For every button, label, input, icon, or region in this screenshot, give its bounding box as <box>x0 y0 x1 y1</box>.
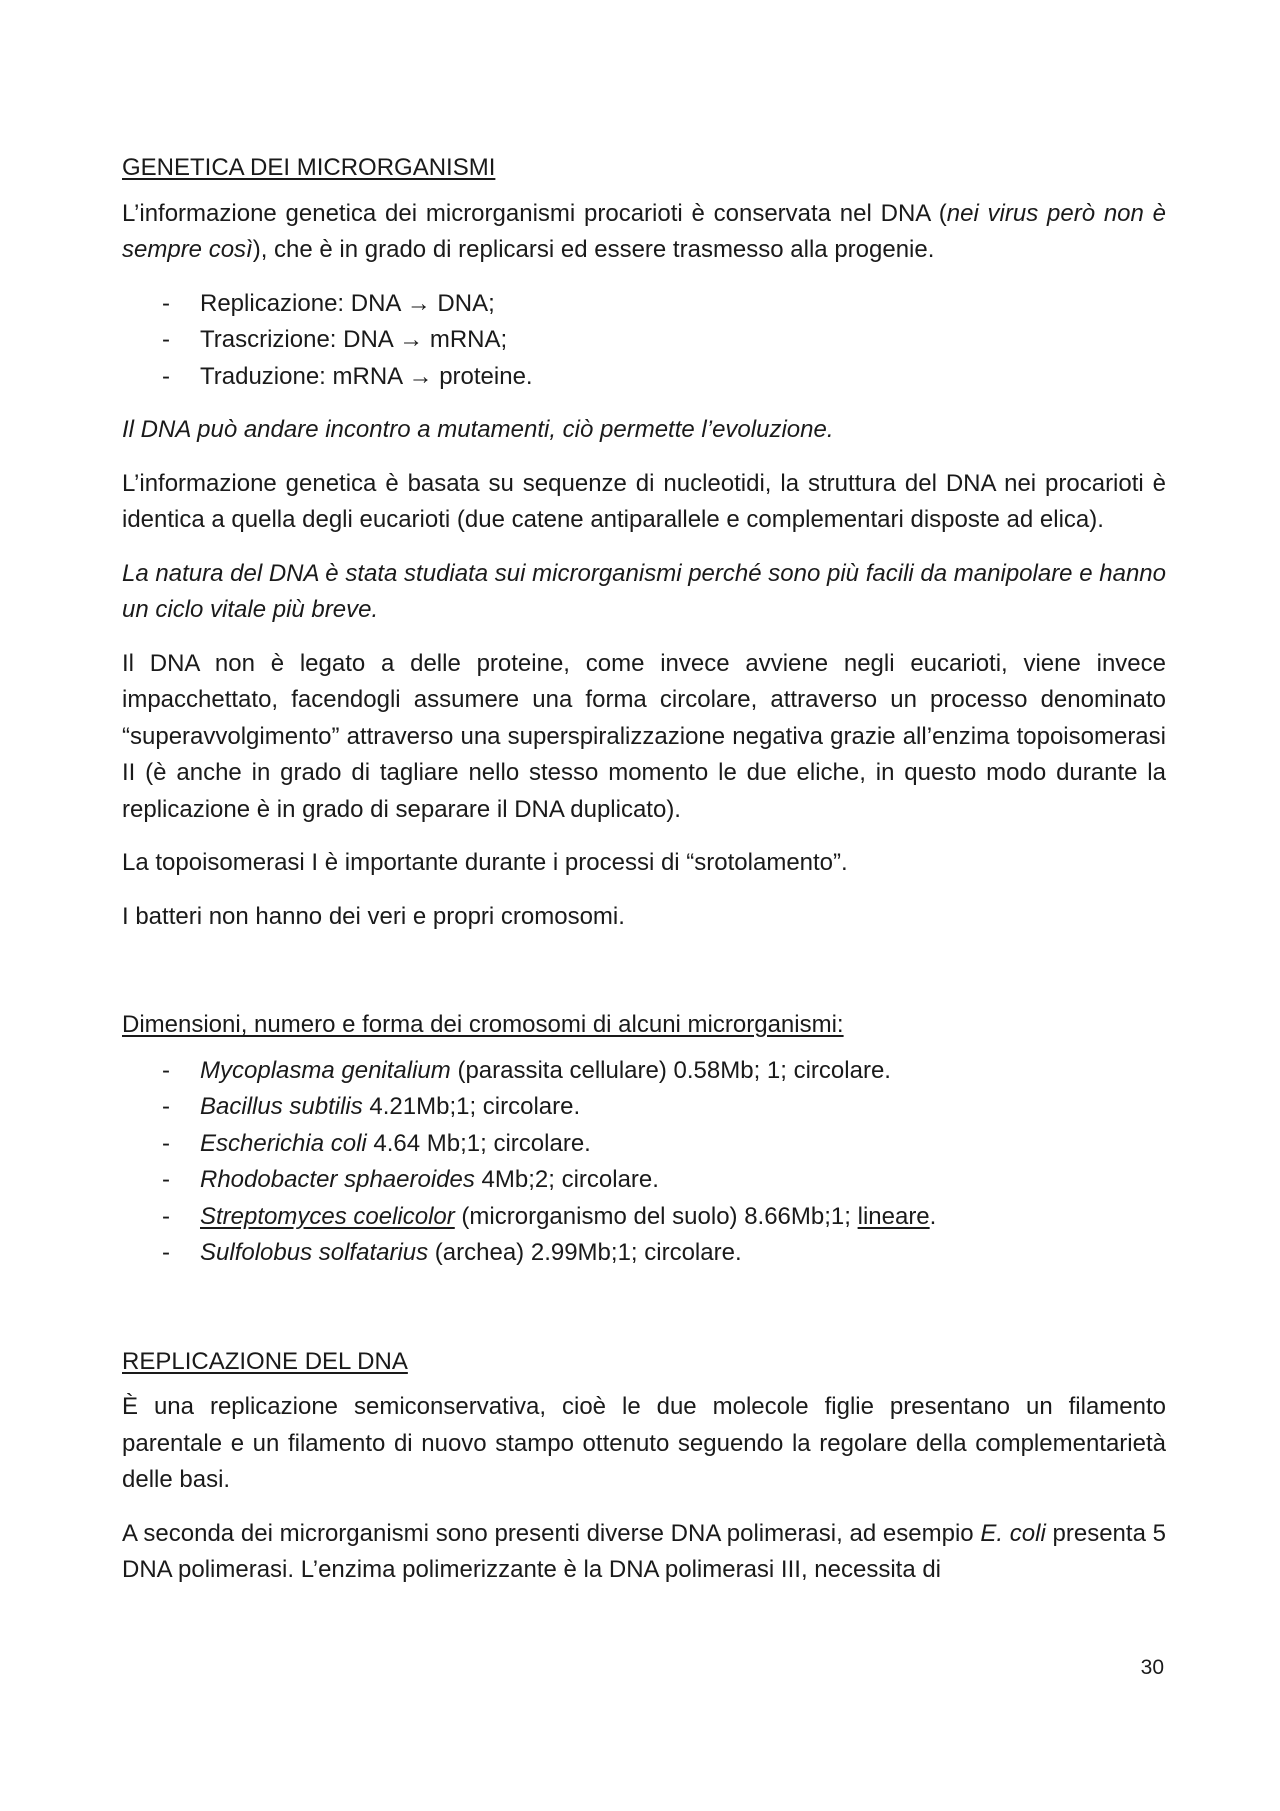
list-item <box>122 1053 1166 1090</box>
organism-name: Escherichia coli <box>200 1129 367 1157</box>
paragraph-natura-dna: La natura del DNA è stata studiata sui microrganismi perché sono più facili da manipolare e hanno un ciclo vitale più breve. <box>122 559 1166 623</box>
section-heading-genetica: GENETICA DEI MICRORGANISMI <box>122 154 496 181</box>
list-item: - Replicazione: DNA → DNA; <box>122 286 1166 323</box>
section-heading-dimensioni: Dimensioni, numero e forma dei cromosomi di alcuni microrganismi: <box>122 1011 844 1038</box>
paragraph-cromosomi: I batteri non hanno dei veri e propri cromosomi. <box>122 902 625 930</box>
list-item <box>122 1089 1166 1126</box>
section-heading-replicazione: REPLICAZIONE DEL DNA <box>122 1347 408 1375</box>
organism-name: Sulfolobus solfatarius <box>200 1239 429 1266</box>
organism-details: (archea) 2.99Mb;1; circolare. <box>428 1239 742 1266</box>
italic-text-run: nei virus però non è sempre così <box>122 199 1167 263</box>
paragraph-mutamenti: Il DNA può andare incontro a mutamenti, ciò permette l’evoluzione. <box>122 416 834 443</box>
organism-details: 4.21Mb;1; circolare. <box>362 1093 581 1120</box>
text-run: ), che è in grado di replicarsi ed essere trasmesso alla progenie. <box>252 236 935 263</box>
text-run: A seconda dei microrganismi sono presenti diverse DNA polimerasi, ad esempio <box>122 1519 981 1547</box>
list-item: - Traduzione: mRNA → proteine. <box>122 359 1166 396</box>
organism-name: Streptomyces coelicolor <box>200 1202 455 1230</box>
organism-details: (microrganismo del suolo) 8.66Mb;1; <box>454 1202 858 1230</box>
paragraph-semiconservativa: È una replicazione semiconservativa, cioè le due molecole figlie presentano un filamento parentale e un filamento di nuovo stampo ottenuto seguendo la regolare della complementarietà delle basi. <box>122 1393 1166 1493</box>
organism-list <box>122 1053 1166 1272</box>
page-number: 30 <box>1140 1656 1164 1679</box>
list-item <box>122 1235 1166 1272</box>
organism-name: Bacillus subtilis <box>200 1093 363 1120</box>
organism-details: . <box>929 1202 937 1230</box>
list-item <box>122 1126 1166 1163</box>
italic-text-run: E. coli <box>980 1519 1046 1547</box>
list-item <box>122 1199 1166 1236</box>
text-run: L’informazione genetica dei microrganismi procarioti è conservata nel DNA ( <box>122 199 947 227</box>
paragraph-struttura-dna: L’informazione genetica è basata su sequenze di nucleotidi, la struttura del DNA nei procarioti è identica a quella degli eucarioti (due catene antiparallele e complementari disposte ad elica). <box>122 469 1166 533</box>
paragraph-informazione-genetica <box>122 196 1166 269</box>
process-list <box>122 286 1166 396</box>
organism-name: Mycoplasma genitalium <box>200 1056 451 1084</box>
organism-name: Rhodobacter sphaeroides <box>200 1166 475 1193</box>
paragraph-superavvolgimento: Il DNA non è legato a delle proteine, come invece avviene negli eucarioti, viene invece impacchettato, facendogli assumere una forma circolare, attraverso un processo denominato “superavvolgimento” attraverso una superspiralizzazione negativa grazie all’enzima topoisomerasi II (è anche in grado di tagliare nello stesso momento le due eliche, in questo modo durante la replicazione è in grado di separare il DNA duplicato). <box>122 649 1166 823</box>
page-content <box>122 150 1166 1606</box>
list-item <box>122 1162 1166 1199</box>
paragraph-dna-polimerasi <box>122 1516 1166 1589</box>
organism-details: 4Mb;2; circolare. <box>474 1166 659 1193</box>
organism-details: 4.64 Mb;1; circolare. <box>366 1129 591 1157</box>
text-run: presenta 5 DNA polimerasi. L’enzima polimerizzante è la DNA polimerasi III, necessita di <box>122 1519 1166 1583</box>
organism-details: (parassita cellulare) 0.58Mb; 1; circolare. <box>450 1056 891 1084</box>
list-item: - Trascrizione: DNA → mRNA; <box>122 322 1166 359</box>
spacer <box>122 1289 1166 1344</box>
paragraph-topoisomerasi: La topoisomerasi I è importante durante i processi di “srotolamento”. <box>122 849 848 876</box>
organism-details-underlined: lineare <box>857 1202 930 1230</box>
spacer <box>122 952 1166 1007</box>
